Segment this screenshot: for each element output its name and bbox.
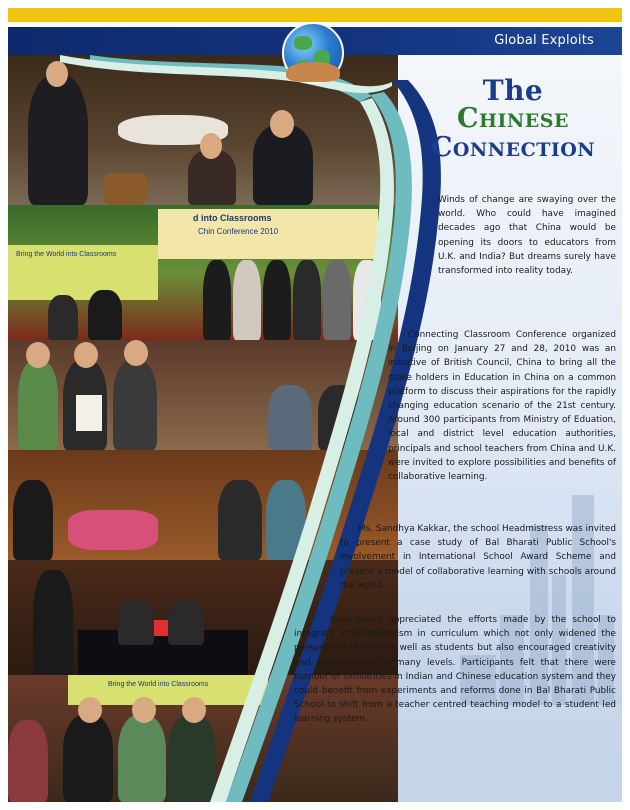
hands-icon bbox=[286, 62, 340, 82]
article-paragraph-4: Participants appreciated the efforts made by the school to integrate internationalism in curriculum which not only widened the perspective of staff as well as students but also encouraged creativity and collaboration at many levels. Participants felt that there were number of similarities in Indian and Chinese education system and they could benefit from experiments and reforms done in Bal Bharati Public School to shift from a teacher centred teaching model to a student led learning system. bbox=[294, 615, 616, 725]
article-title bbox=[418, 76, 608, 162]
title-line-3: Connection bbox=[430, 131, 596, 163]
section-label: Global Exploits bbox=[494, 33, 594, 48]
banner-text-2: Chin Conference 2010 bbox=[198, 227, 279, 236]
banner-text-4: Bring the World into Classrooms bbox=[108, 681, 209, 688]
title-line-1: The bbox=[482, 74, 544, 107]
article-paragraph-3: Ms. Sandhya Kakkar, the school Headmistress was invited to present a case study of Bal Bharati Public School's involvement in International School Award Scheme and present a model of collaborative learning with schools around the world. bbox=[340, 524, 616, 591]
article-paragraph-1: Winds of change are swaying over the world. Who could have imagined decades ago that China would be opening its doors to educators from U.K. and India? But dreams surely have transformed into reality today. bbox=[438, 195, 616, 277]
title-line-2: Chinese bbox=[457, 103, 569, 135]
article-paragraph-2: Connecting Classroom Conference organized in Beijing on January 27 and 28, 2010 was an initiative of British Council, China to bring all the stake holders in Education in China on a common platform to discuss their aspirations for the rapidly changing education scenario of the 21st century. Around 300 participants from Ministry of Eduation, local and district level education authorities, principals and school teachers from China and U.K. were invited to explore possibilities and benefits of collaborative learning. bbox=[388, 330, 616, 483]
banner-text-1: d into Classrooms bbox=[193, 213, 272, 223]
banner-text-3: Bring the World into Classrooms bbox=[16, 251, 117, 258]
